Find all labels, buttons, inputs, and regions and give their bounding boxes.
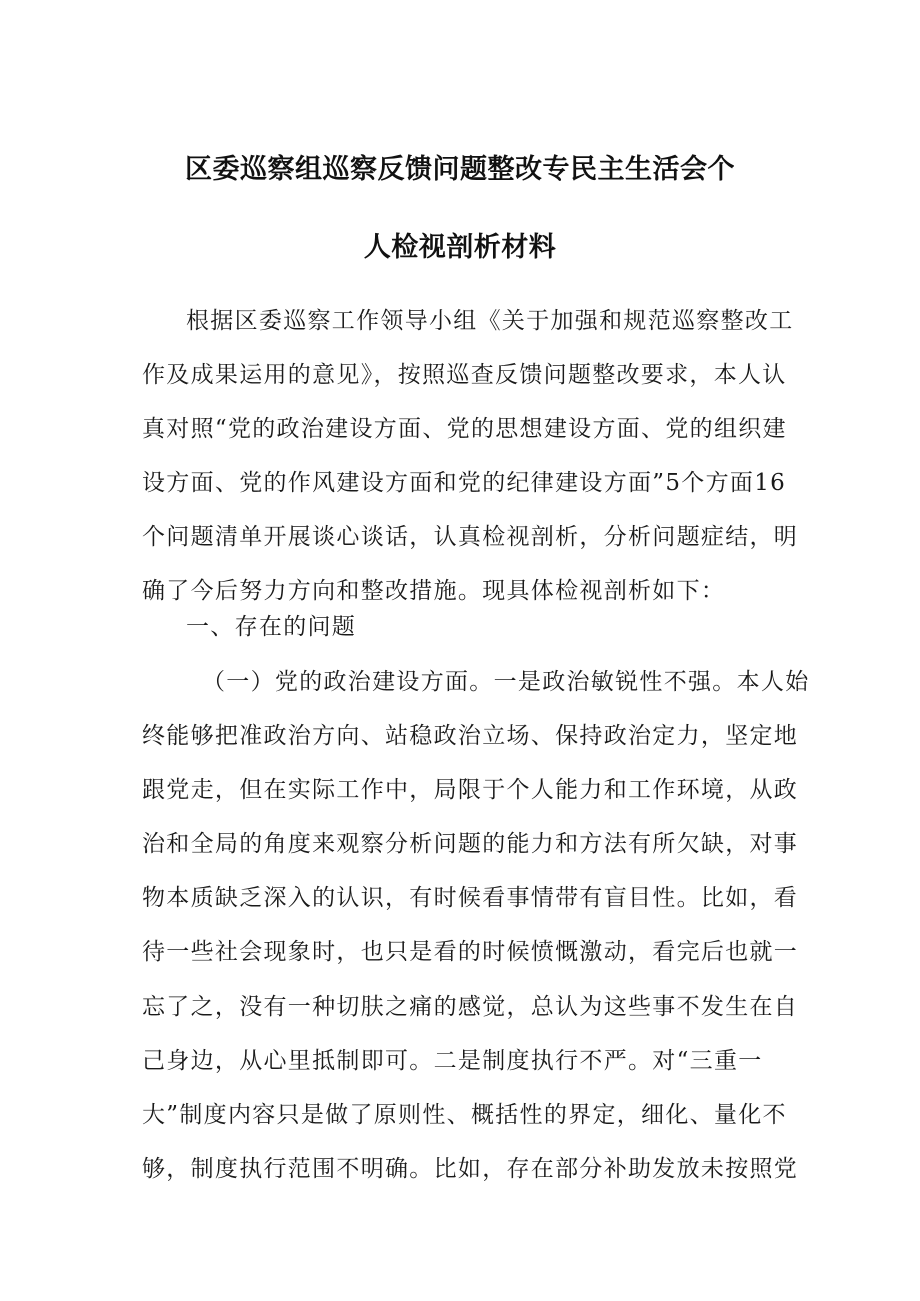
paragraph-line: 跟党走，但在实际工作中，局限于个人能力和工作环境，从政 [142, 777, 799, 804]
intro-line: 根据区委巡察工作领导小组《关于加强和规范巡察整改工 [186, 308, 794, 334]
paragraph-line: 大”制度内容只是做了原则性、概括性的界定，细化、量化不 [142, 1101, 787, 1128]
paragraph-line: 治和全局的角度来观察分析问题的能力和方法有所欠缺，对事 [142, 831, 799, 858]
paragraph-line: 己身边，从心里抵制即可。二是制度执行不严。对“三重一 [142, 1047, 763, 1074]
intro-line: 作及成果运用的意见》，按照巡查反馈问题整改要求，本人认 [142, 362, 787, 389]
paragraph-line: （一）党的政治建设方面。一是政治敏锐性不强。本人始 [202, 669, 810, 695]
document-title-line-2: 人检视剖析材料 [363, 232, 557, 263]
intro-line: 确了今后努力方向和整改措施。现具体检视剖析如下： [142, 578, 726, 605]
section-heading [142, 600, 772, 654]
intro-line: 真对照“党的政治建设方面、党的思想建设方面、党的组织建 [142, 416, 787, 443]
paragraph-line: 终能够把准政治方向、站稳政治立场、保持政治定力，坚定地 [142, 723, 799, 750]
document-title-line-1: 区委巡察组巡察反馈问题整改专民主生活会个 [185, 154, 735, 185]
paragraph-line: 够，制度执行范围不明确。比如，存在部分补助发放未按照党 [142, 1155, 799, 1182]
section-heading-text: 一、存在的问题 [186, 614, 357, 640]
intro-line: 个问题清单开展谈心谈话，认真检视剖析，分析问题症结，明 [142, 524, 799, 551]
intro-paragraph [142, 294, 799, 619]
political-construction-paragraph [142, 655, 810, 1196]
intro-line: 设方面、党的作风建设方面和党的纪律建设方面”5个方面16 [142, 470, 787, 497]
paragraph-line: 物本质缺乏深入的认识，有时候看事情带有盲目性。比如，看 [142, 885, 799, 912]
paragraph-line: 忘了之，没有一种切肤之痛的感觉，总认为这些事不发生在自 [142, 993, 799, 1020]
paragraph-line: 待一些社会现象时，也只是看的时候愤慨激动，看完后也就一 [142, 939, 799, 966]
